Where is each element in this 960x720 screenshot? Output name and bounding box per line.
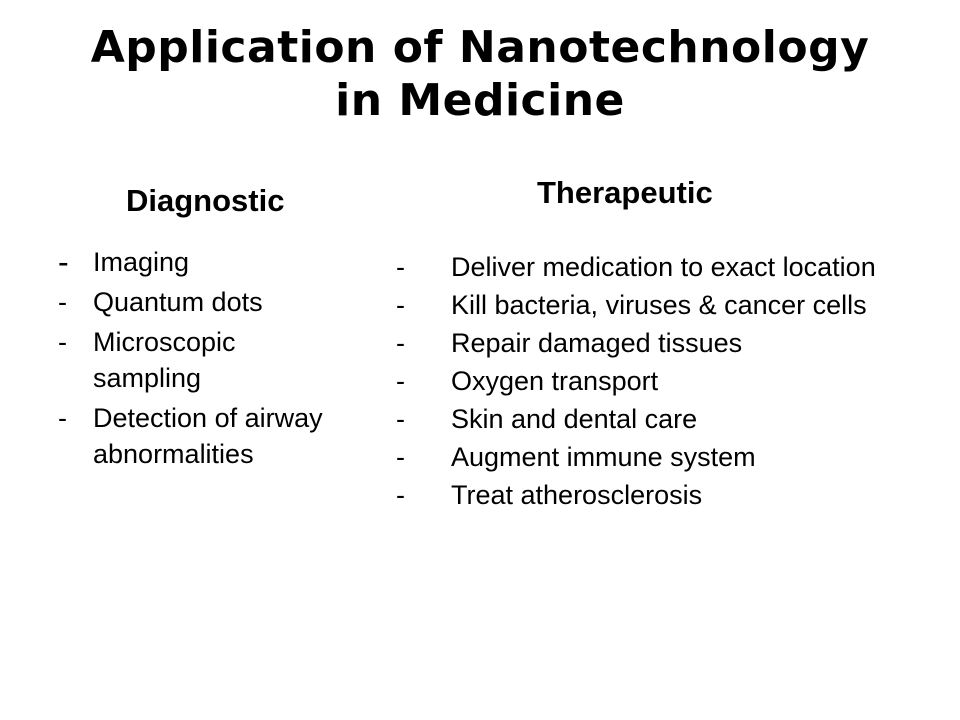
diagnostic-heading: Diagnostic — [126, 183, 285, 218]
therapeutic-list-item — [396, 476, 916, 514]
therapeutic-item-text: Skin and dental care — [451, 404, 698, 434]
bullet-dash: - — [58, 403, 67, 433]
diagnostic-list-item — [58, 400, 348, 472]
therapeutic-list-item — [396, 400, 916, 438]
diagnostic-item-text: Microscopic sampling — [93, 327, 236, 393]
title-line-1: Application of Nanotechnology — [90, 22, 870, 73]
diagnostic-item-text: Imaging — [93, 247, 190, 277]
therapeutic-item-text: Treat atherosclerosis — [451, 480, 703, 510]
bullet-dash: - — [396, 366, 405, 396]
title-line-2: in Medicine — [335, 74, 625, 126]
therapeutic-heading: Therapeutic — [537, 175, 713, 210]
therapeutic-item-text: Kill bacteria, viruses & cancer cells — [451, 290, 867, 320]
diagnostic-item-text: Quantum dots — [93, 287, 263, 317]
bullet-dash: - — [396, 404, 405, 434]
bullet-dash: - — [58, 327, 67, 357]
diagnostic-item-text: Detection of airway abnormalities — [93, 403, 323, 469]
therapeutic-item-text: Deliver medication to exact location — [451, 252, 876, 282]
therapeutic-item-text: Augment immune system — [451, 442, 756, 472]
diagnostic-list-item — [58, 324, 348, 396]
diagnostic-list-item — [58, 244, 348, 280]
bullet-dash: - — [58, 244, 69, 280]
bullet-dash: - — [396, 442, 405, 472]
diagnostic-list — [58, 244, 348, 472]
therapeutic-list-item — [396, 248, 916, 286]
therapeutic-list — [396, 248, 916, 514]
diagnostic-list-item — [58, 284, 348, 320]
therapeutic-item-text: Oxygen transport — [451, 366, 659, 396]
bullet-dash: - — [396, 290, 405, 320]
therapeutic-item-text: Repair damaged tissues — [451, 328, 743, 358]
therapeutic-list-item — [396, 324, 916, 362]
slide-title — [60, 22, 900, 128]
therapeutic-list-item — [396, 438, 916, 476]
bullet-dash: - — [396, 328, 405, 358]
bullet-dash: - — [58, 287, 67, 317]
therapeutic-list-item — [396, 362, 916, 400]
therapeutic-list-item — [396, 286, 916, 324]
bullet-dash: - — [396, 252, 405, 282]
bullet-dash: - — [396, 480, 405, 510]
